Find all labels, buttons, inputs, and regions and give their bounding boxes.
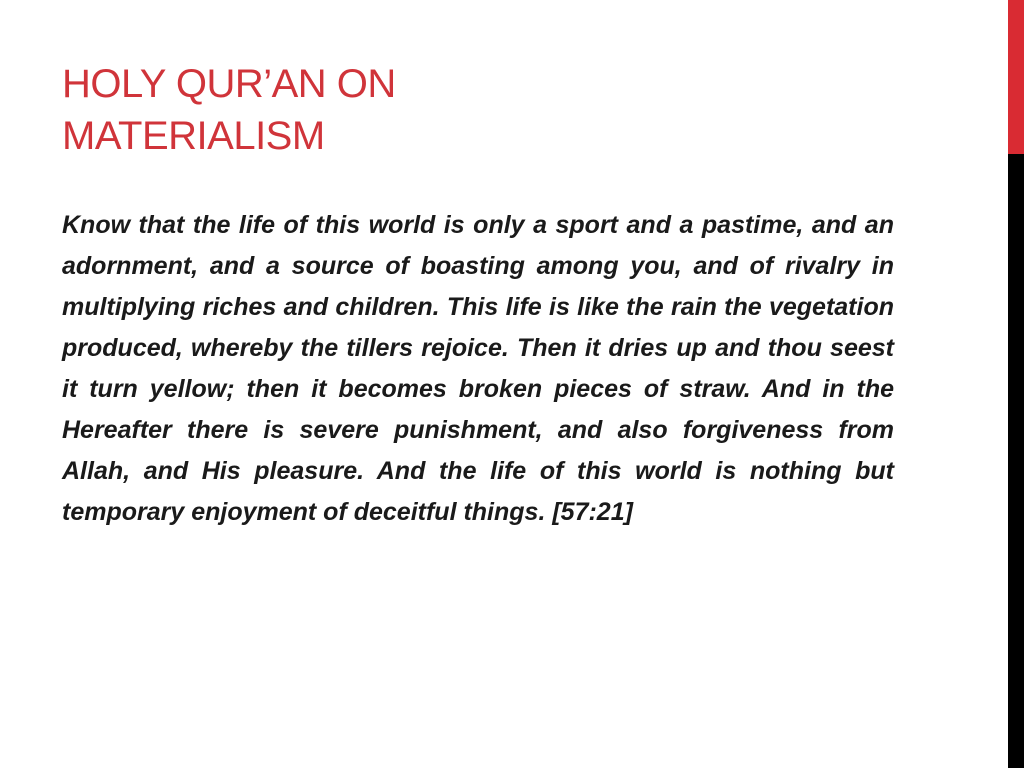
accent-bar-black — [1008, 154, 1024, 768]
quote-text: Know that the life of this world is only a sport and a pastime, and an adornment, and a source of boasting among you, and of rivalry in multiplying riches and children. This life is like the rain the vegetation produced, whereby the tillers rejoice. Then it dries up and thou seest it turn yellow; then it becomes broken pieces of straw. And in the Hereafter there is severe punishment, and also forgiveness from Allah, and His pleasure. And the life of this world is nothing but temporary enjoyment of deceitful things. [57:21] — [62, 211, 894, 526]
accent-bar-red — [1008, 0, 1024, 154]
slide-title-line-2: MATERIALISM — [62, 114, 325, 158]
slide-title — [62, 58, 682, 162]
slide-title-line-1: HOLY QUR’AN ON — [62, 62, 396, 106]
